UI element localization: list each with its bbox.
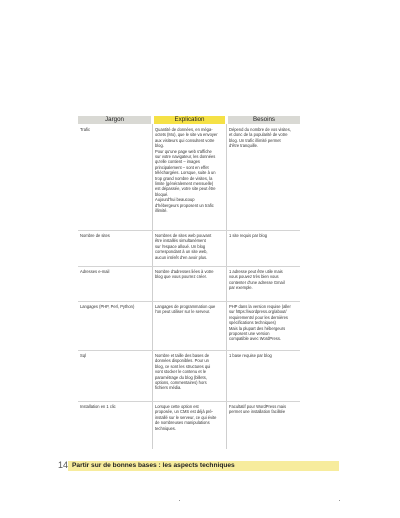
chapter-title: Partir sur de bonnes bases : les aspects techniques [72,462,235,469]
table-row [78,233,300,267]
table-header [78,116,300,125]
row-divider [78,266,300,267]
crop-mark [179,500,180,501]
cell-jargon: Nombre de sites [80,233,110,238]
table-row [78,404,300,441]
cell-explication: Langages de programmation que l'on peut utiliser sur le serveur. [155,304,216,315]
header-jargon: Jargon [78,116,151,124]
row-divider [78,350,300,351]
cell-explication: Nombre d'adresses liées à votre blog que vous pourrez créer. [155,269,214,280]
crop-mark [339,500,340,501]
header-besoins: Besoins [228,116,300,124]
cell-jargon: Installation en 1 clic [80,404,116,409]
cell-besoins: 1 adresse peut être utile mais vous pouvez très bien vous contenter d'une adresse Gmail par exemple. [229,269,285,291]
row-divider [78,401,300,402]
table-row [78,304,300,350]
header-explication: Explication [154,116,225,124]
page-number: 14 [58,460,69,470]
comparison-table [78,116,300,431]
cell-jargon: Langages (PHP, Perl, Python) [80,304,135,309]
cell-besoins: 1 site requis par blog [229,233,268,238]
cell-jargon: Adresses e-mail [80,269,110,274]
cell-explication: Nombre et taille des bases de données disponibles. Pour un blog, ce sont les structures qui vont stocker le contenu et le paramétrage du blog (billets, options, commentaires) hors fichiers média. [155,353,211,391]
cell-besoins: 1 base requise par blog [229,353,272,358]
cell-jargon: Sql [80,353,86,358]
cell-explication: Nombres de sites web pouvant être installés simultanément sur l'espace alloué. Un blog correspondant à un site web, aucun intérêt d'en avoir plus. [155,233,212,260]
cell-besoins: Dépend du nombre de vos visites, et donc de la popularité de votre blog. Un trafic illimité permet d'être tranquille. [229,127,291,149]
cell-besoins: Facultatif pour WordPress mais permet une installation facilitée [229,404,287,415]
cell-explication: Quantité de données, en méga- octets (Mo), que le site va envoyer aux visiteurs qui consultent votre blog. Pour qu'une page web s'affiche sur votre navigateur, les données qu'elle contient – images principalement – sont en effet téléchargées. Lorsque, suite à un trop grand nombre de visites, la limite (généralement mensuelle) est dépassée, votre site peut être bloqué. Aujourd'hui beaucoup d'hébergeurs proposent un trafic illimité. [155,127,218,214]
row-divider [78,230,300,231]
cell-jargon: Trafic [80,127,91,132]
cell-explication: Lorsque cette option est proposée, un CMS est déjà pré- installé sur le serveur, ce qui évite de nombreuses manipulations techniques. [155,404,217,431]
cell-besoins: PHP dans la version requise (aller sur https://wordpress.org/about/ requirements/ pour les dernières spécifications techniques) Mais la plupart des hébergeurs proposent une version compatible avec WordPress. [229,304,291,342]
table-row [78,353,300,399]
table-row [78,269,300,303]
table-row [78,127,300,231]
row-divider [78,301,300,302]
